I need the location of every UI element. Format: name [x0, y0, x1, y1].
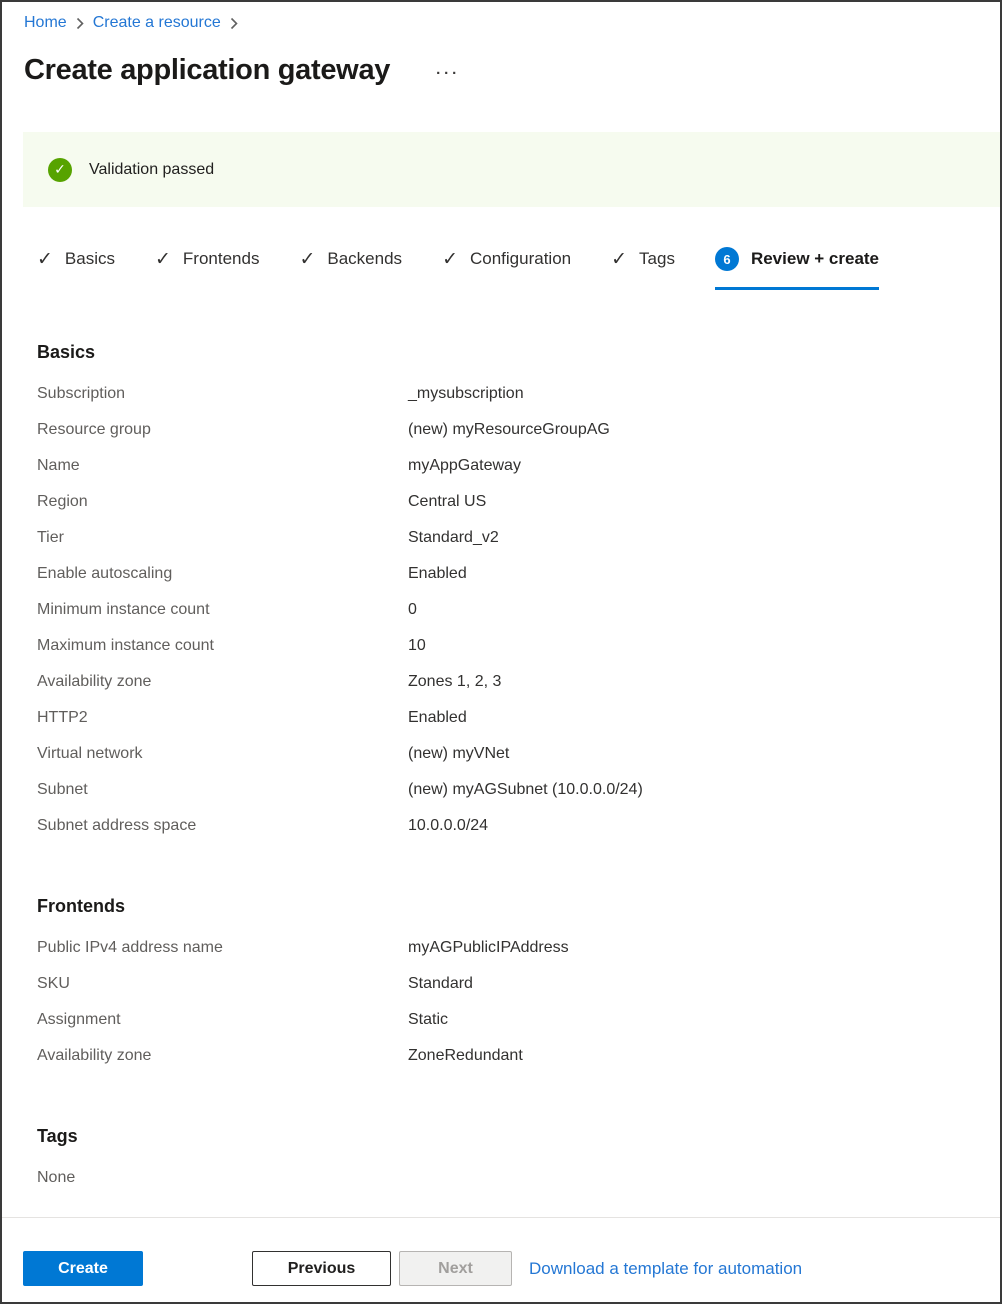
tab-review-create[interactable]: [715, 247, 879, 290]
row-value: 10: [408, 637, 426, 654]
summary-row: [37, 1038, 1000, 1074]
section-rows: [37, 1160, 1000, 1196]
tab-label: Frontends: [182, 249, 260, 268]
section-rows: [37, 930, 1000, 1074]
row-label: Subnet address space: [37, 817, 197, 834]
row-value: ZoneRedundant: [408, 1047, 523, 1064]
row-value: 10.0.0.0/24: [408, 817, 489, 834]
section-rows: [37, 376, 1000, 844]
row-value: myAppGateway: [408, 457, 521, 474]
breadcrumb-create-a-resource-link[interactable]: Create a resource: [92, 14, 221, 31]
row-label: Subscription: [37, 385, 126, 402]
row-label: Subnet: [37, 781, 88, 798]
page-title: Create application gateway: [24, 53, 391, 86]
row-label: Name: [37, 457, 80, 474]
previous-button[interactable]: Previous: [252, 1251, 391, 1286]
summary-row: [37, 484, 1000, 520]
tab-bar: [24, 247, 1000, 290]
row-value: Central US: [408, 493, 487, 510]
tab-frontends[interactable]: [155, 247, 259, 290]
summary-row: [37, 592, 1000, 628]
tab-label: Backends: [327, 249, 403, 268]
row-value: Enabled: [408, 709, 467, 726]
summary-row: [37, 376, 1000, 412]
checkmark-icon: ✓: [155, 248, 171, 270]
summary-row: [37, 1002, 1000, 1038]
row-value: Zones 1, 2, 3: [408, 673, 502, 690]
row-value: Standard: [408, 975, 473, 992]
row-label: HTTP2: [37, 709, 88, 726]
tab-tags[interactable]: [611, 247, 675, 290]
success-checkmark-icon: ✓: [48, 158, 72, 182]
row-value: (new) myResourceGroupAG: [408, 421, 610, 438]
validation-message: Validation passed: [89, 160, 215, 178]
tab-configuration[interactable]: [442, 247, 571, 290]
tab-label: Tags: [639, 249, 675, 268]
row-value: _mysubscription: [408, 385, 524, 402]
summary-row: [37, 628, 1000, 664]
row-label: Availability zone: [37, 1047, 152, 1064]
row-label: Tier: [37, 529, 64, 546]
section-basics: [37, 340, 1000, 844]
title-row: [24, 50, 1000, 90]
row-label: Assignment: [37, 1011, 121, 1028]
next-button[interactable]: Next: [399, 1251, 512, 1286]
summary-row: [37, 664, 1000, 700]
row-value: (new) myAGSubnet (10.0.0.0/24): [408, 781, 643, 798]
breadcrumb: [24, 12, 1000, 34]
sections: [24, 340, 1000, 1196]
row-label: Resource group: [37, 421, 151, 438]
empty-value: None: [37, 1169, 76, 1186]
section-tags: [37, 1124, 1000, 1196]
tab-basics[interactable]: [37, 247, 115, 290]
main-content: [2, 2, 1000, 1196]
summary-row: [37, 736, 1000, 772]
row-label: Virtual network: [37, 745, 143, 762]
tab-label: Review + create: [750, 249, 880, 268]
tab-backends[interactable]: [299, 247, 402, 290]
chevron-right-icon: [76, 16, 84, 30]
summary-row: [37, 808, 1000, 844]
validation-banner: [23, 132, 1000, 207]
summary-row: [37, 700, 1000, 736]
row-label: Enable autoscaling: [37, 565, 173, 582]
chevron-right-icon: [230, 16, 238, 30]
checkmark-icon: ✓: [37, 248, 53, 270]
footer-action-bar: [2, 1217, 1000, 1302]
checkmark-icon: ✓: [299, 248, 316, 270]
tab-label: Configuration: [469, 249, 572, 268]
summary-row: [37, 930, 1000, 966]
row-value: Enabled: [408, 565, 467, 582]
summary-row: [37, 412, 1000, 448]
row-value: Standard_v2: [408, 529, 499, 546]
checkmark-icon: ✓: [611, 248, 628, 270]
row-label: Minimum instance count: [37, 601, 210, 618]
row-value: Static: [408, 1011, 449, 1028]
checkmark-icon: ✓: [442, 248, 458, 270]
section-frontends: [37, 894, 1000, 1074]
row-label: SKU: [37, 975, 70, 992]
row-value: myAGPublicIPAddress: [408, 939, 569, 956]
create-button[interactable]: Create: [23, 1251, 143, 1286]
section-title: Basics: [37, 342, 96, 362]
tab-label: Basics: [64, 249, 115, 268]
step-number-badge: 6: [715, 247, 739, 271]
row-label: Maximum instance count: [37, 637, 214, 654]
more-options-button[interactable]: ···: [436, 65, 461, 82]
breadcrumb-home-link[interactable]: Home: [24, 14, 67, 31]
summary-row: [37, 520, 1000, 556]
summary-row: [37, 448, 1000, 484]
row-label: Public IPv4 address name: [37, 939, 223, 956]
row-value: 0: [408, 601, 417, 618]
summary-row: [37, 1160, 1000, 1196]
section-title: Frontends: [37, 896, 125, 916]
summary-row: [37, 556, 1000, 592]
row-label: Availability zone: [37, 673, 152, 690]
summary-row: [37, 966, 1000, 1002]
row-value: (new) myVNet: [408, 745, 510, 762]
row-label: Region: [37, 493, 88, 510]
summary-row: [37, 772, 1000, 808]
download-template-link[interactable]: Download a template for automation: [529, 1258, 803, 1278]
section-title: Tags: [37, 1126, 78, 1146]
